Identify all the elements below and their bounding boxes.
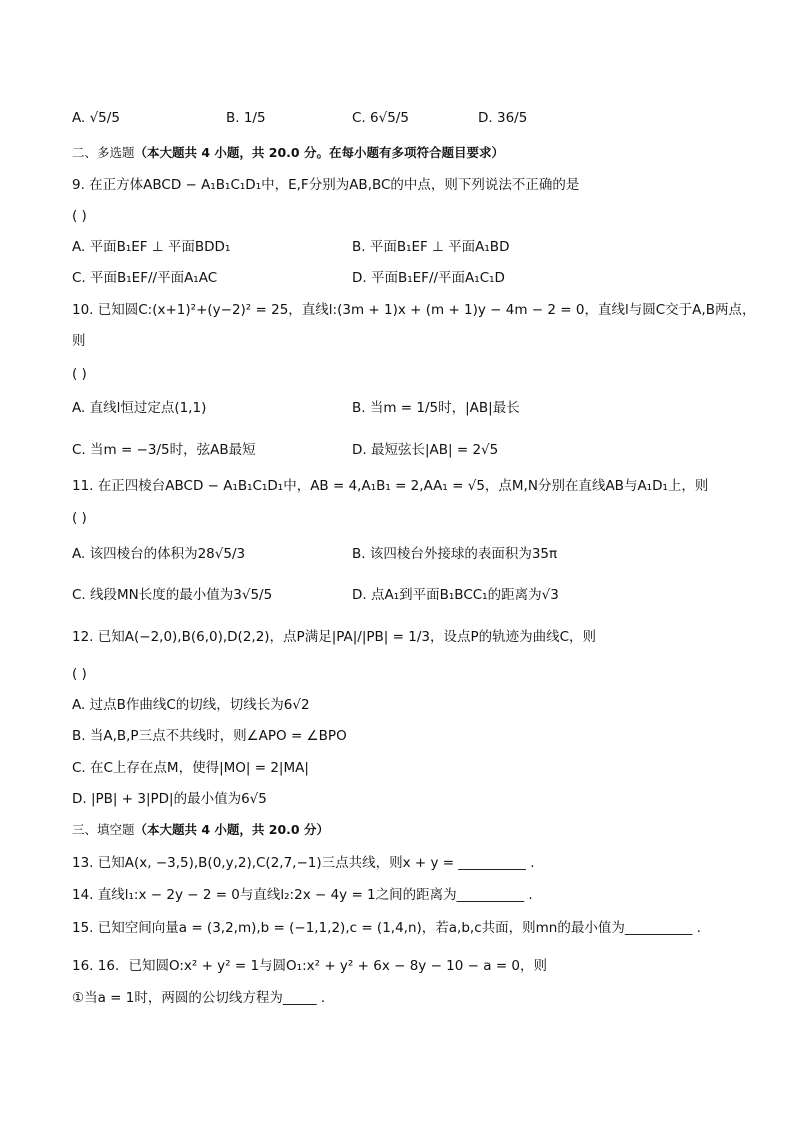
q12-stem: 12. 已知A(−2,0),B(6,0),D(2,2)，点P满足|PA|/|PB| = 1/3，设点P的轨迹为曲线C，则 [72,629,597,645]
q12-option-d: D. |PB| + 3|PD|的最小值为6√5 [72,791,267,807]
q11-option-c: C. 线段MN长度的最小值为3√5/5 [72,587,273,603]
q11-option-d: D. 点A₁到平面B₁BCC₁的距离为√3 [352,587,559,603]
q8-option-d: D. 36/5 [478,110,528,126]
q8-option-b: B. 1/5 [226,110,266,126]
q16-sub1: ①当a = 1时，两圆的公切线方程为_____ . [72,990,326,1006]
q12-paren: ( ) [72,666,87,682]
q9-option-c: C. 平面B₁EF//平面A₁AC [72,270,218,286]
q10-option-b: B. 当m = 1/5时，|AB|最长 [352,400,520,416]
q12-option-b: B. 当A,B,P三点不共线时，则∠APO = ∠BPO [72,728,347,744]
q10-paren: ( ) [72,366,87,382]
q13-text: 13. 已知A(x, −3,5),B(0,y,2),C(2,7,−1)三点共线，则x + y = __________ . [72,855,535,871]
q11-paren: ( ) [72,510,87,526]
q10-option-c: C. 当m = −3/5时，弦AB最短 [72,442,256,458]
q9-paren: ( ) [72,208,87,224]
q8-option-c: C. 6√5/5 [352,110,409,126]
q11-stem: 11. 在正四棱台ABCD − A₁B₁C₁D₁中，AB = 4,A₁B₁ = 2,AA₁ = √5，点M,N分别在直线AB与A₁D₁上，则 [72,478,709,494]
section-note: （本大题共 4 小题，共 20.0 分） [134,822,329,837]
q15-text: 15. 已知空间向量a = (3,2,m),b = (−1,1,2),c = (1,4,n)，若a,b,c共面，则mn的最小值为__________ . [72,920,701,936]
section-label: 二、多选题 [72,145,135,160]
q10-option-a: A. 直线l恒过定点(1,1) [72,400,207,416]
section-note: （本大题共 4 小题，共 20.0 分。在每小题有多项符合题目要求） [134,145,504,160]
section-label: 三、填空题 [72,822,135,837]
q10-stem-cont: 则 [72,333,86,349]
q11-option-b: B. 该四棱台外接球的表面积为35π [352,546,558,562]
q16-stem: 16. 16．已知圆O:x² + y² = 1与圆O₁:x² + y² + 6x − 8y − 10 − a = 0，则 [72,958,548,974]
q11-option-a: A. 该四棱台的体积为28√5/3 [72,546,246,562]
q10-stem: 10. 已知圆C:(x+1)²+(y−2)² = 25，直线l:(3m + 1)x + (m + 1)y − 4m − 2 = 0，直线l与圆C交于A,B两点， [72,302,756,318]
section-fill-blank-header [72,820,329,840]
q9-option-b: B. 平面B₁EF ⊥ 平面A₁BD [352,239,510,255]
q9-stem: 9. 在正方体ABCD − A₁B₁C₁D₁中，E,F分别为AB,BC的中点，则下列说法不正确的是 [72,177,580,193]
q9-option-a: A. 平面B₁EF ⊥ 平面BDD₁ [72,239,231,255]
q14-text: 14. 直线l₁:x − 2y − 2 = 0与直线l₂:2x − 4y = 1之间的距离为__________ . [72,887,533,903]
q10-option-d: D. 最短弦长|AB| = 2√5 [352,442,499,458]
q9-option-d: D. 平面B₁EF//平面A₁C₁D [352,270,505,286]
q12-option-c: C. 在C上存在点M，使得|MO| = 2|MA| [72,760,309,776]
q12-option-a: A. 过点B作曲线C的切线，切线长为6√2 [72,697,310,713]
section-multiple-choice-header [72,143,504,163]
q8-option-a: A. √5/5 [72,110,120,126]
